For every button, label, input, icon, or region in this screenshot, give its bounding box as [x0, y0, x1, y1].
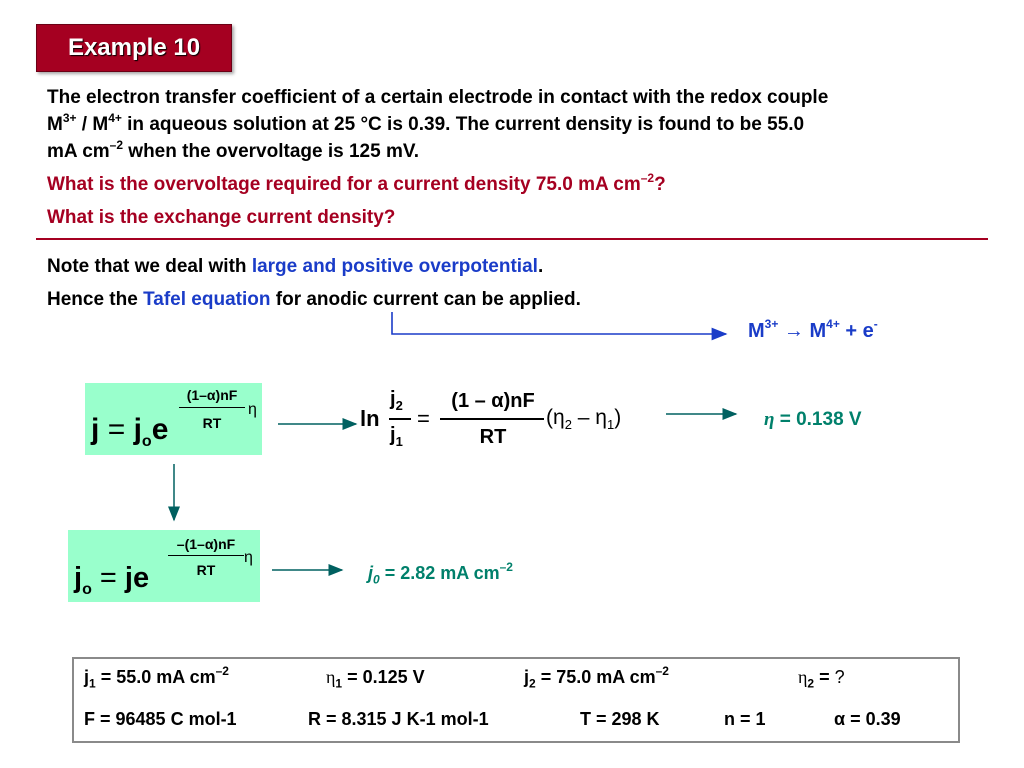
- given-eta1: $\eta_1 = 0.125$ V: [326, 667, 425, 691]
- ratio-rhs-bar: [440, 418, 544, 420]
- question-1: What is the overvoltage required for a current density 75.0 mA $cm^{-2}$?: [47, 170, 666, 195]
- tafel-exponent-bar: [179, 407, 245, 408]
- eta-difference: $(\eta_2 - \eta_1)$: [546, 406, 622, 433]
- j0-exponent-denominator: RT: [196, 562, 216, 578]
- problem-line-1: The electron transfer coefficient of a certain electrode in contact with the redox couple: [47, 87, 829, 108]
- ratio-rhs-denominator: RT: [479, 426, 507, 448]
- ratio-equals: =: [417, 406, 430, 431]
- j0-lhs: $j_o$ = je: [74, 562, 150, 598]
- given-j1: $j_1 = 55.0$ mA $cm^{-2}$: [84, 664, 229, 691]
- given-faraday: F = 96485 C mol-1: [84, 709, 237, 729]
- given-temperature: T = 298 K: [580, 709, 660, 729]
- ratio-rhs-numerator: (1 – α)nF: [451, 390, 535, 412]
- given-values-table: [72, 657, 960, 743]
- ln-symbol: ln: [360, 406, 380, 431]
- question-2: What is the exchange current density?: [47, 207, 396, 228]
- tafel-exponent-numerator: (1–α)nF: [186, 387, 238, 403]
- ratio-bar: [389, 418, 411, 420]
- down-arrow: [166, 462, 182, 524]
- given-gas-constant: R = 8.315 J K-1 mol-1: [308, 709, 489, 729]
- eta-result: η = 0.138 V: [764, 409, 862, 430]
- slide-title: Example 10: [36, 24, 232, 72]
- note-line-2: Hence the Tafel equation for anodic current can be applied.: [47, 289, 581, 310]
- section-divider: [36, 238, 988, 240]
- j0-exponent-bar: [168, 555, 244, 556]
- tafel-exponent-eta: η: [248, 401, 257, 418]
- tafel-exponent-denominator: RT: [202, 415, 222, 431]
- problem-line-3: mA $cm^{-2}$ when the overvoltage is 125 mV.: [47, 137, 420, 162]
- j0-exponent-eta: η: [244, 549, 253, 566]
- j0-exponent-numerator: –(1–α)nF: [176, 536, 236, 552]
- ratio-denominator: $j_1$: [390, 424, 403, 449]
- given-eta2: $\eta_2$ = ?: [798, 667, 845, 691]
- j0-equation-box: [68, 530, 260, 602]
- j0-result: $j_0 = 2.82$ mA $cm^{-2}$: [368, 560, 513, 587]
- ratio-numerator: $j_2$: [390, 388, 403, 413]
- given-n: n = 1: [724, 709, 766, 729]
- given-j2: $j_2 = 75.0$ mA $cm^{-2}$: [524, 664, 669, 691]
- tafel-lhs: $j = j_oe$: [91, 413, 169, 450]
- tafel-highlight: Tafel equation: [143, 289, 271, 310]
- problem-line-2: $M^{3+} / M^{4+}$ in aqueous solution at 25 °C is 0.39. The current density is found to be 55.0: [47, 110, 805, 135]
- bracket-arrow: [380, 308, 750, 348]
- redox-reaction: $M^{3+} \to M^{4+} + e^-$: [748, 317, 878, 342]
- log-ratio-equation: [360, 384, 660, 456]
- tafel-equation-box: [85, 383, 262, 455]
- overpotential-highlight: large and positive overpotential: [251, 256, 538, 277]
- note-line-1: Note that we deal with large and positive overpotential.: [47, 256, 544, 277]
- given-alpha: α = 0.39: [834, 709, 901, 729]
